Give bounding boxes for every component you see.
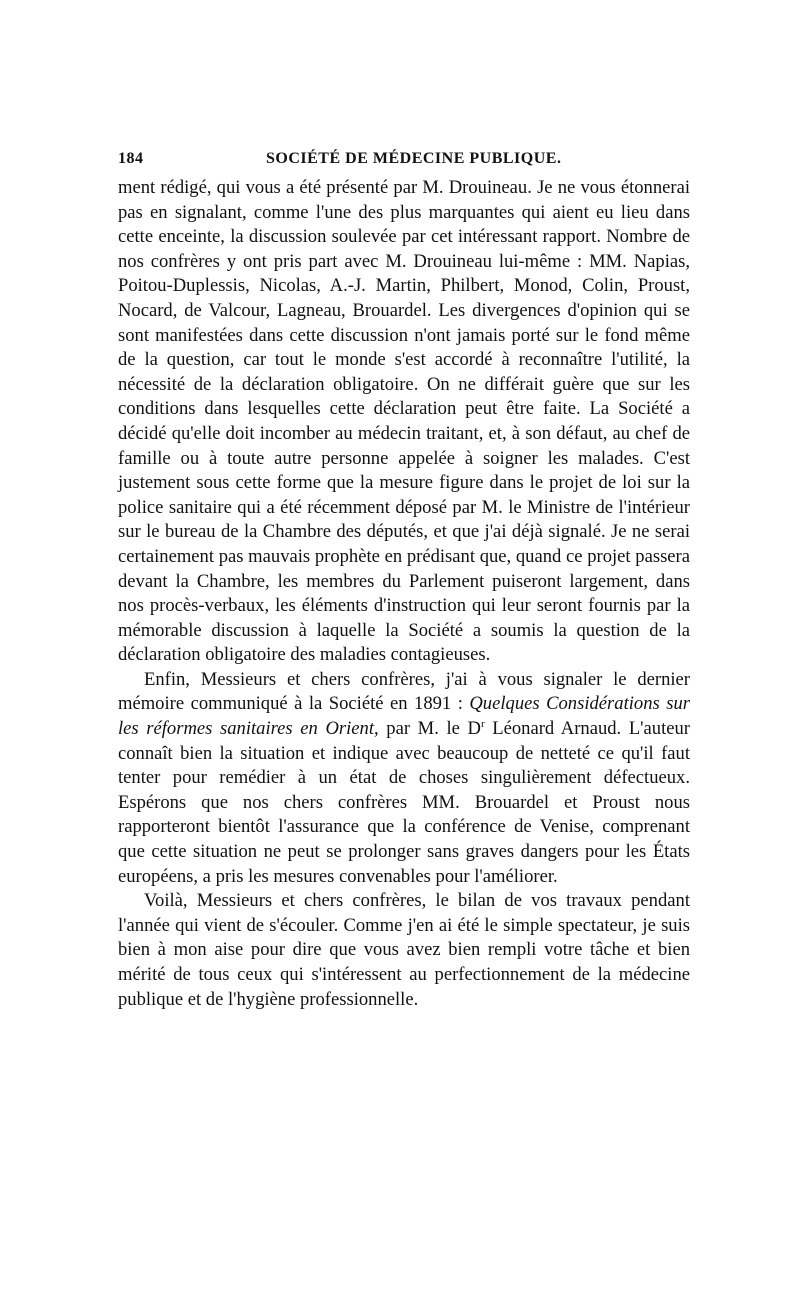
paragraph-3: Voilà, Messieurs et chers confrères, le bilan de vos travaux pendant l'année qui vient de s'écouler. Comme j'en ai été le simple spectateur, je suis bien à mon aise pour dire que vous avez bien rempli votre tâche et bien mérité de tous ceux qui s'intéressent au perfectionnement de la médecine publique et de l'hygiène professionnelle. bbox=[118, 890, 690, 1010]
running-title: SOCIÉTÉ DE MÉDECINE PUBLIQUE. bbox=[266, 150, 562, 167]
paragraph-1: ment rédigé, qui vous a été présenté par M. Drouineau. Je ne vous étonnerai pas en signalant, comme l'une des plus marquantes qui aient eu lieu dans cette enceinte, la discussion soulevée par cet intéressant rapport. Nombre de nos confrères y ont pris part avec M. Drouineau lui-même : MM. Napias, Poitou-Duplessis, Nicolas, A.-J. Martin, Philbert, Monod, Colin, Proust, Nocard, de Valcour, Lagneau, Brouardel. Les divergences d'opinion qui se sont manifestées dans cette discussion n'ont jamais porté sur le fond même de la question, car tout le monde s'est accordé à reconnaître l'utilité, la nécessité de la déclaration obligatoire. On ne différait guère que sur les conditions dans lesquelles cette déclaration peut être faite. La Société a décidé qu'elle doit incomber au médecin traitant, et, à son défaut, au chef de famille ou à toute autre personne appelée à soigner les malades. C'est justement sous cette forme que la mesure figure dans le projet de loi sur la police sanitaire qui a été récemment déposé par M. le Ministre de l'intérieur sur le bureau de la Chambre des députés, et que j'ai déjà signalé. Je ne serai certainement pas mauvais prophète en prédisant que, quand ce projet passera devant la Chambre, les membres du Parlement puiseront largement, dans nos procès-verbaux, les éléments d'instruction qui leur seront fournis par la mémorable discussion à laquelle la Société a soumis la question de la déclaration obligatoire des maladies contagieuses. bbox=[118, 177, 690, 666]
body-text bbox=[118, 176, 690, 1012]
doctor-abbrev-superscript: r bbox=[480, 717, 485, 730]
paragraph-2 bbox=[118, 668, 690, 889]
paragraph-2-text-c: Léonard Arnaud. L'auteur connaît bien la situation et indique avec beaucoup de netteté ce qu'il faut tenter pour remédier à un état de choses singulièrement défectueux. Espérons que nos chers confrères MM. Brouardel et Proust nous rapporteront bientôt l'assurance que la conférence de Venise, comprenant que cette situation ne peut se prolonger sans graves dangers pour les États européens, a pris les mesures convenables pour l'améliorer. bbox=[118, 718, 690, 887]
memoir-title: Quelques Considérations sur les réformes sanitaires en Orient bbox=[118, 693, 690, 740]
paragraph-2-text-a: Enfin, Messieurs et chers confrères, j'ai à vous signaler le dernier mémoire communiqué à la Société en 1891 : bbox=[118, 668, 690, 715]
paragraph-2-text-b: , par M. le D bbox=[374, 718, 481, 740]
page-number: 184 bbox=[118, 150, 144, 167]
book-page bbox=[118, 150, 690, 1012]
running-head bbox=[118, 150, 690, 176]
